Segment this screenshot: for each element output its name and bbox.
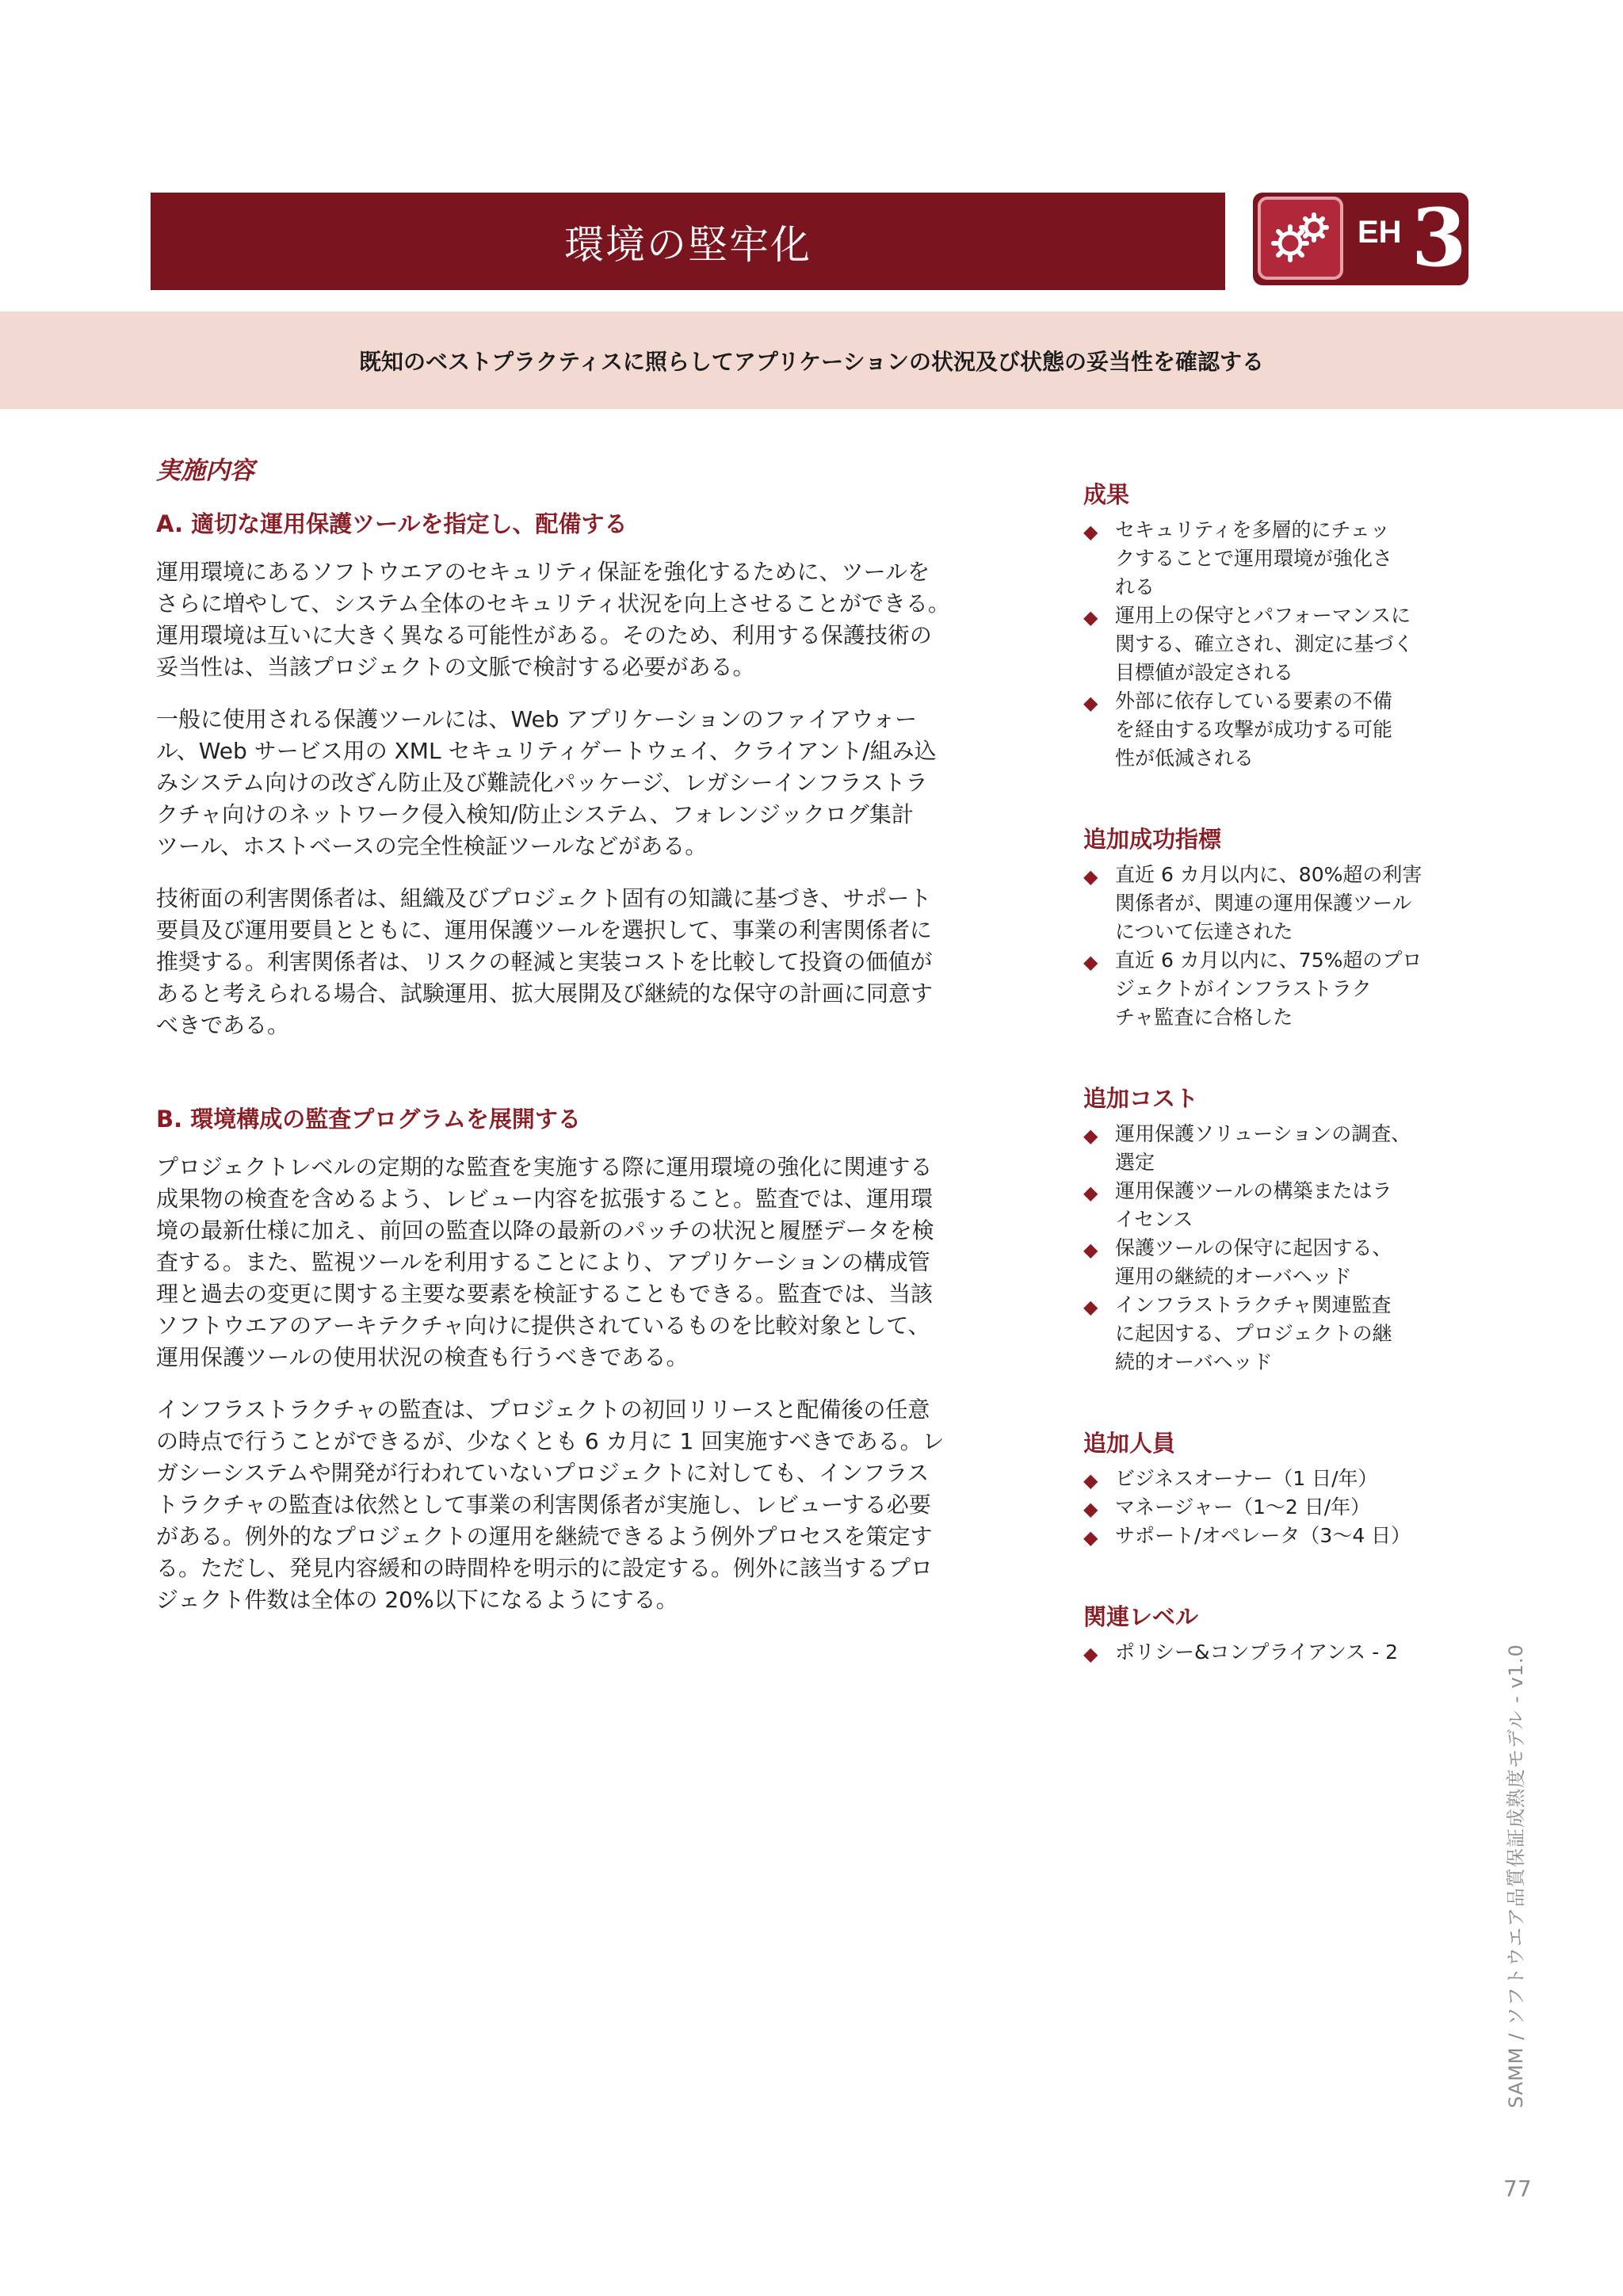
diamond-bullet-icon: ◆ — [1083, 1526, 1098, 1549]
diamond-bullet-icon: ◆ — [1083, 865, 1098, 888]
diamond-bullet-icon: ◆ — [1083, 521, 1098, 543]
activity-a-heading: A. 適切な運用保護ツールを指定し、配備する — [156, 510, 628, 537]
objective-text: 既知のベストプラクティスに照らしてアプリケーションの状況及び状態の妥当性を確認する — [358, 348, 1265, 375]
diamond-bullet-icon: ◆ — [1083, 1182, 1098, 1204]
list-item: ◆ 運用保護ツールの構築またはラ イセンス — [1083, 1179, 1392, 1231]
practice-title: 環境の堅牢化 — [564, 221, 812, 268]
activity-a-paragraph: 一般に使用される保護ツールには、Web アプリケーションのファイアウォー ル、Web サービス用の XML セキュリティゲートウェイ、クライアント/組み込 みシステム向けの改ざん防止及び難読化パッケージ、レガシーインフラストラ クチャ向けのネットワーク侵入検知/防止システム、フォレンジックログ集計 ツール、ホストベースの完全性検証ツールなどがある。 — [156, 706, 937, 859]
activity-b-paragraph: プロジェクトレベルの定期的な監査を実施する際に運用環境の強化に関連する 成果物の検査を含めるよう、レビュー内容を拡張すること。監査では、運用環 境の最新仕様に加え、前回の監査以降の最新のパッチの状況と履歴データを検 査する。また、監視ツールを利用することにより、アプリケーションの構成管 理と過去の変更に関する主要な要素を検証することもできる。監査では、当該 ソフトウエアのアーキテクチャ向けに提供されているものを比較対象として、 運用保護ツールの使用状況の検査も行うべきである。 — [156, 1154, 934, 1370]
activities-column — [156, 450, 1024, 1637]
list-item: ◆ 運用上の保守とパフォーマンスに 関する、確立され、測定に基づく 目標値が設定される — [1083, 604, 1414, 684]
diamond-bullet-icon: ◆ — [1083, 1239, 1098, 1261]
list-item: ◆ 運用保護ソリューションの調査、 選定 — [1083, 1122, 1411, 1174]
activities-heading: 実施内容 — [156, 457, 254, 485]
personnel-block — [1083, 1426, 1448, 1550]
running-footer: SAMM / ソフトウエア品質保証成熟度モデル - v1.0 — [1505, 1644, 1527, 2108]
results-heading: 成果 — [1083, 481, 1130, 508]
results-block — [1083, 477, 1448, 773]
level-badge — [1253, 193, 1468, 285]
success-metrics-block — [1083, 822, 1448, 1032]
diamond-bullet-icon: ◆ — [1083, 1643, 1098, 1665]
sidebar — [1083, 477, 1448, 1716]
activity-a-paragraph: 技術面の利害関係者は、組織及びプロジェクト固有の知識に基づき、サポート 要員及び運用要員とともに、運用保護ツールを選択して、事業の利害関係者に 推奨する。利害関係者は、リスクの軽減と実装コストを比較して投資の価値が あると考えられる場合、試験運用、拡大展開及び継続的な保守の計画に同意す べきである。 — [156, 885, 934, 1038]
diamond-bullet-icon: ◆ — [1083, 1469, 1098, 1492]
list-item: ◆ 外部に依存している要素の不備 を経由する攻撃が成功する可能 性が低減される — [1083, 690, 1393, 770]
related-levels-heading: 関連レベル — [1083, 1603, 1199, 1630]
diamond-bullet-icon: ◆ — [1083, 951, 1098, 973]
list-item: ◆ インフラストラクチャ関連監査 に起因する、プロジェクトの継 続的オーバヘッド — [1083, 1293, 1392, 1373]
badge-level: 3 — [1411, 191, 1467, 285]
list-item: ◆ サポート/オペレータ（3〜4 日） — [1083, 1522, 1448, 1550]
practice-title-bar — [151, 193, 1225, 290]
diamond-bullet-icon: ◆ — [1083, 1125, 1098, 1147]
activity-a-paragraph: 運用環境にあるソフトウエアのセキュリティ保証を強化するために、ツールを さらに増やして、システム全体のセキュリティ状況を向上させることができる。 運用環境は互いに大きく異なる可能性がある。そのため、利用する保護技術の 妥当性は、当該プロジェクトの文脈で検討する必要がある。 — [156, 559, 950, 680]
costs-heading: 追加コスト — [1083, 1085, 1199, 1112]
list-item: ◆ セキュリティを多層的にチェッ クすることで運用環境が強化さ れる — [1083, 518, 1393, 598]
activity-b-heading: B. 環境構成の監査プログラムを展開する — [156, 1106, 581, 1133]
diamond-bullet-icon: ◆ — [1083, 606, 1098, 628]
list-item: ◆ マネージャー（1〜2 日/年） — [1083, 1493, 1448, 1522]
page-number: 77 — [1503, 2176, 1532, 2202]
objective-band — [0, 311, 1623, 409]
gears-icon — [1258, 197, 1343, 280]
related-levels-block — [1083, 1599, 1448, 1667]
list-item: ◆ 直近 6 カ月以内に、75%超のプロ ジェクトがインフラストラク チャ監査に合格した — [1083, 949, 1423, 1029]
badge-code: EH — [1358, 215, 1402, 250]
success-metrics-heading: 追加成功指標 — [1083, 826, 1222, 853]
diamond-bullet-icon: ◆ — [1083, 1498, 1098, 1520]
costs-block — [1083, 1081, 1448, 1377]
list-item: ◆ ポリシー&コンプライアンス - 2 — [1083, 1638, 1448, 1667]
personnel-heading: 追加人員 — [1083, 1430, 1176, 1457]
activity-b-paragraph: インフラストラクチャの監査は、プロジェクトの初回リリースと配備後の任意 の時点で行うことができるが、少なくとも 6 カ月に 1 回実施すべきである。レ ガシーシステムや開発が行われていないプロジェクトに対しても、インフラス トラクチャの監査は依然として事業の利害関係者が実施し、レビューする必要 がある。例外的なプロジェクトの運用を継続できるよう例外プロセスを策定す る。ただし、発見内容緩和の時間枠を明示的に設定する。例外に該当するプロ ジェクト件数は全体の 20%以下になるようにする。 — [156, 1396, 945, 1613]
list-item: ◆ 保護ツールの保守に起因する、 運用の継続的オーバヘッド — [1083, 1236, 1392, 1288]
list-item: ◆ 直近 6 カ月以内に、80%超の利害 関係者が、関連の運用保護ツール について伝達された — [1083, 863, 1423, 943]
list-item: ◆ ビジネスオーナー（1 日/年） — [1083, 1465, 1448, 1493]
diamond-bullet-icon: ◆ — [1083, 692, 1098, 714]
diamond-bullet-icon: ◆ — [1083, 1296, 1098, 1318]
